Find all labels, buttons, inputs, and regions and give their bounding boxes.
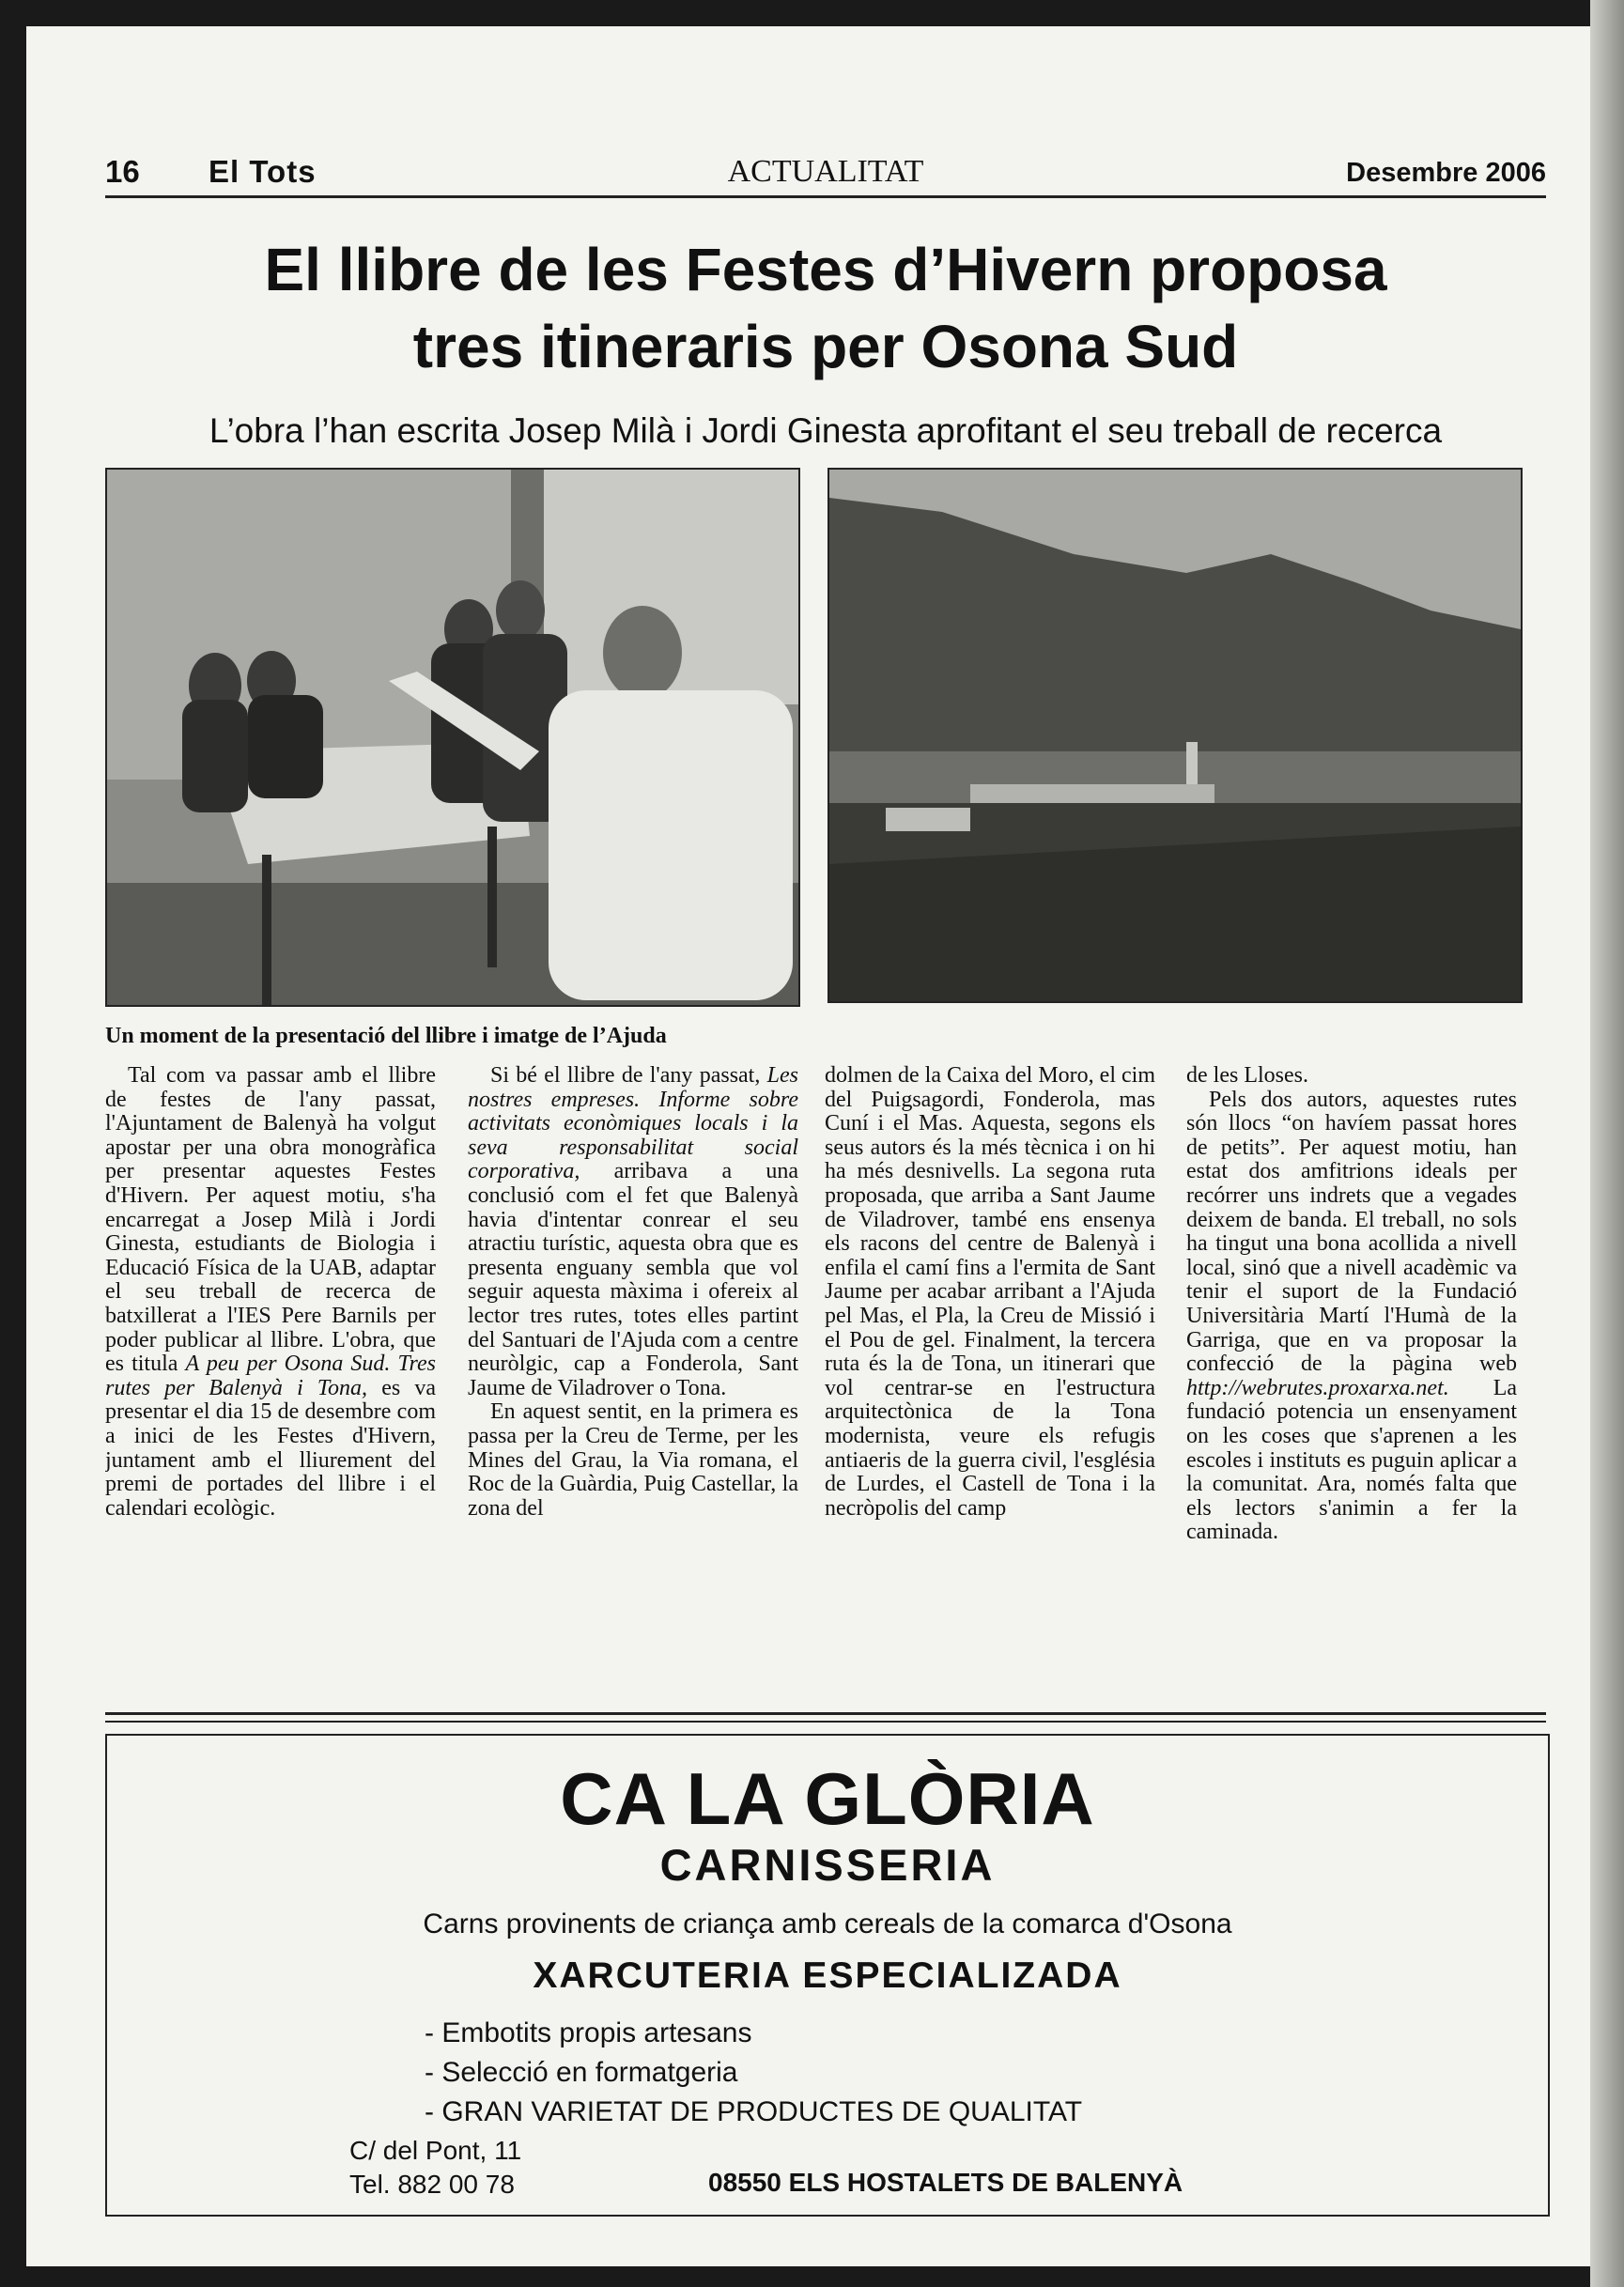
ad-address: C/ del Pont, 11 <box>349 2136 522 2165</box>
column-2-paragraph-1: Si bé el llibre de l'any passat, Les nostres empreses. Informe sobre activitats econòmiques locals i la seva responsabilitat social corporativa, arribava a una conclusió com el fet que Balenyà havia d'intentar conrear el seu atractiu turístic, aquesta obra que es presenta enguany sembla que vol seguir aquesta màxima i ofereix al lector tres rutes, totes elles partint del Santuari de l'Ajuda com a centre neuròlgic, cap a Fonderola, Sant Jaume de Viladrover o Tona. <box>468 1064 798 1400</box>
column-2-paragraph-2: En aquest sentit, en la primera es passa per la Creu de Terme, per les Mines del Grau, la Via romana, el Roc de la Guàrdia, Puig Castellar, la zona del <box>468 1399 798 1521</box>
photo-caption: Un moment de la presentació del llibre i imatge de l’Ajuda <box>105 1024 667 1048</box>
headline-line-2: tres itineraris per Osona Sud <box>412 313 1239 380</box>
article-column-2 <box>468 1064 798 1703</box>
page-header <box>105 128 1546 198</box>
ad-business-type: CARNISSERIA <box>659 1840 996 1890</box>
article-column-1 <box>105 1064 436 1703</box>
section-name: ACTUALITAT <box>727 154 924 189</box>
issue-date: Desembre 2006 <box>1346 158 1546 188</box>
advertisement-box <box>105 1734 1550 2217</box>
page-number: 16 <box>105 154 140 189</box>
article-subtitle: L’obra l’han escrita Josep Milà i Jordi Ginesta aprofitant el seu treball de recerca <box>209 411 1443 450</box>
ad-product-item: - Embotits propis artesans <box>425 2017 752 2048</box>
ad-product-item: - Selecció en formatgeria <box>425 2057 738 2088</box>
article-column-4 <box>1186 1064 1517 1703</box>
headline-line-1: El llibre de les Festes d’Hivern proposa <box>264 236 1387 303</box>
ajuda-landscape-image <box>829 470 1521 1001</box>
ad-specialty: XARCUTERIA ESPECIALIZADA <box>533 1955 1122 1996</box>
column-3-paragraph: dolmen de la Caixa del Moro, el cim del Puigsagordi, Fonderola, mas Cuní i el Mas. Aquesta, segons els seus autors és la més tècnica i on hi ha més desnivells. La segona ruta proposada, que arriba a Sant Jaume de Viladrover, també ens ensenya els racons del centre de Balenyà i enfila el camí fins a l'ermita de Sant Jaume per acabar arribant a l'Ajuda pel Mas, el Pla, la Creu de Missió i el Pou de gel. Finalment, la tercera ruta és la de Tona, un itinerari que vol centrar-se en l'estructura arquitectònica de la Tona modernista, veure els refugis antiaeris de la guerra civil, l'església de Lurdes, el Castell de Tona i la necròpolis del camp <box>825 1064 1155 1521</box>
presentation-photo-image <box>107 470 798 1005</box>
ad-town: 08550 ELS HOSTALETS DE BALENYÀ <box>708 2168 1183 2197</box>
column-4-paragraph-1: de les Lloses. <box>1186 1064 1308 1088</box>
magazine-name: El Tots <box>209 154 317 189</box>
ajuda-landscape-photo <box>827 468 1523 1003</box>
article-headline <box>105 231 1546 385</box>
column-4-paragraph-2: Pels dos autors, aquestes rutes són llocs “on havíem passat hores de petits”. Per aquest motiu, han estat dos amfitrions ideals per recórrer uns indrets que a vegades deixem de banda. El treball, no sols ha tingut una bona acollida a nivell local, sinó que a nivell acadèmic va tenir el suport de la Fundació Universitària Martí l'Humà de la Garriga, que en va proposar la confecció de la pàgina web http://webrutes.proxarxa.net. La fundació potencia un ensenyament on les coses que s'aprenen a les escoles i instituts es puguin aplicar a la comunitat. Ara, només falta que els lectors s'animin a fer la caminada. <box>1186 1087 1517 1545</box>
ad-tagline: Carns provinents de criança amb cereals de la comarca d'Osona <box>423 1908 1232 1939</box>
ad-contact <box>349 2134 521 2202</box>
presentation-photo <box>105 468 800 1007</box>
article-divider <box>105 1712 1546 1723</box>
ad-phone: Tel. 882 00 78 <box>349 2170 515 2199</box>
newspaper-page <box>26 26 1590 2266</box>
article-column-3 <box>825 1064 1155 1703</box>
column-1-paragraph: Tal com va passar amb el llibre de festes de l'any passat, l'Ajuntament de Balenyà ha volgut apostar per una obra monogràfica per presentar aquestes Festes d'Hivern. Per aquest motiu, s'ha encarregat a Josep Milà i Jordi Ginesta, estudiants de Biologia i Educació Física de la UAB, adaptar el seu treball de recerca de batxillerat a l'IES Pere Barnils per poder publicar al llibre. L'obra, que es titula A peu per Osona Sud. Tres rutes per Balenyà i Tona, es va presentar el dia 15 de desembre com a inici de les Festes d'Hivern, juntament amb el lliurement del premi de portades del llibre i el calendari ecològic. <box>105 1064 436 1521</box>
binding-edge <box>1590 0 1624 2287</box>
ad-business-name: CA LA GLÒRIA <box>560 1757 1095 1840</box>
ad-product-item: - GRAN VARIETAT DE PRODUCTES DE QUALITAT <box>425 2096 1083 2127</box>
ad-product-list <box>425 2014 1082 2132</box>
